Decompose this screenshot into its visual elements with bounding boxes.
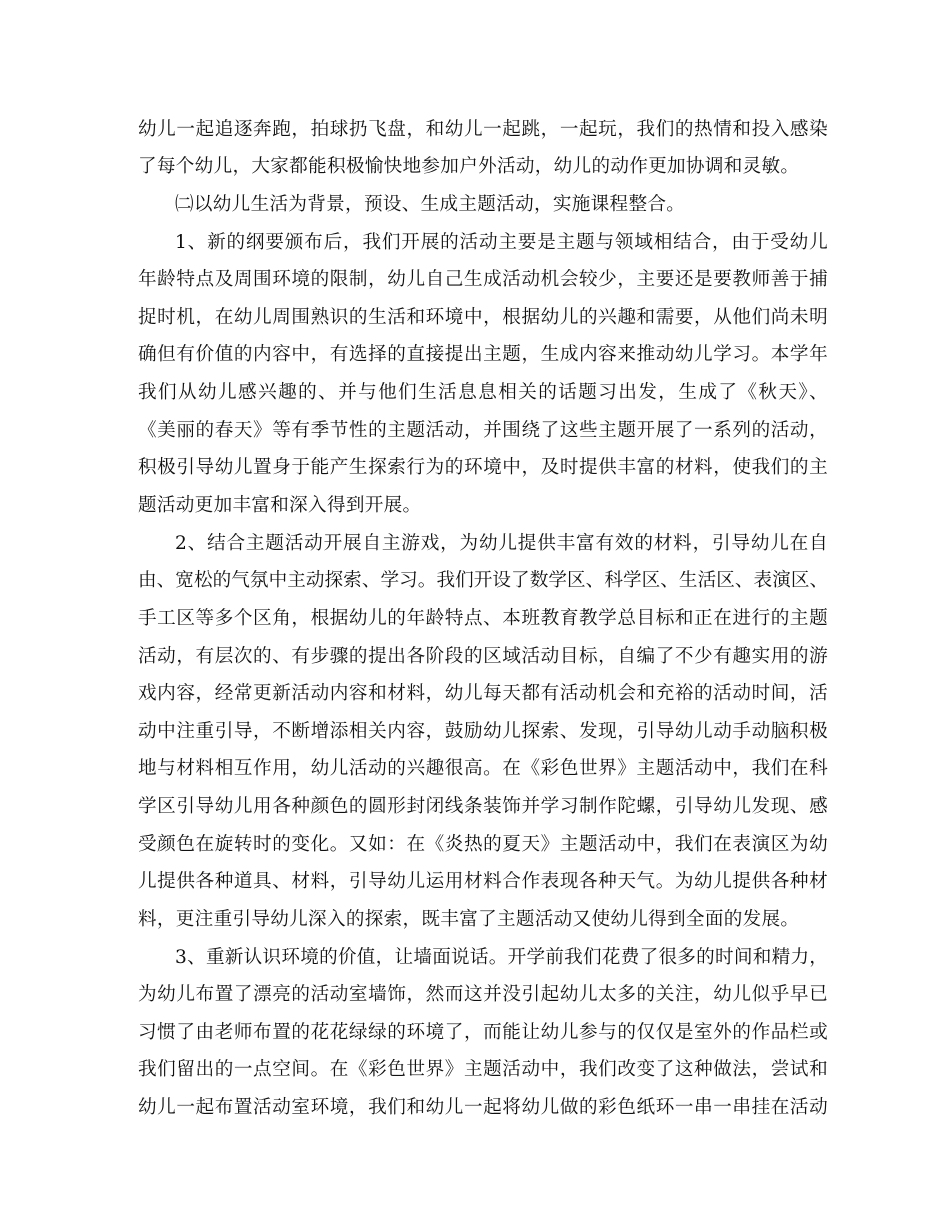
text-line: 动中注重引导，不断增添相关内容，鼓励幼儿探索、发现，引导幼儿动手动脑积极 — [138, 721, 828, 742]
text-line: 《美丽的春天》等有季节性的主题活动，并围绕了这些主题开展了一系列的活动， — [138, 420, 828, 441]
text-line: 受颜色在旋转时的变化。又如：在《炎热的夏天》主题活动中，我们在表演区为幼 — [138, 834, 828, 855]
text-line: 幼儿一起追逐奔跑，拍球扔飞盘，和幼儿一起跳，一起玩，我们的热情和投入感染 — [138, 119, 828, 140]
text-line: 3、重新认识环境的价值，让墙面说话。开学前我们花费了很多的时间和精力， — [175, 947, 828, 968]
text-line: 了每个幼儿，大家都能积极愉快地参加户外活动，幼儿的动作更加协调和灵敏。 — [138, 156, 800, 177]
text-line: 幼儿一起布置活动室环境，我们和幼儿一起将幼儿做的彩色纸环一串一串挂在活动 — [138, 1097, 828, 1118]
text-line: 戏内容，经常更新活动内容和材料，幼儿每天都有活动机会和充裕的活动时间，活 — [138, 683, 828, 704]
text-line: 儿提供各种道具、材料，引导幼儿运用材料合作表现各种天气。为幼儿提供各种材 — [138, 871, 828, 892]
text-line: 为幼儿布置了漂亮的活动室墙饰，然而这并没引起幼儿太多的关注，幼儿似乎早已 — [138, 984, 828, 1005]
text-line: 由、宽松的气氛中主动探索、学习。我们开设了数学区、科学区、生活区、表演区、 — [138, 570, 828, 591]
text-line: 我们从幼儿感兴趣的、并与他们生活息息相关的话题习出发，生成了《秋天》、 — [138, 382, 828, 403]
text-line: 习惯了由老师布置的花花绿绿的环境了，而能让幼儿参与的仅仅是室外的作品栏或 — [138, 1022, 828, 1043]
text-line: 题活动更加丰富和深入得到开展。 — [138, 495, 422, 516]
text-line: 手工区等多个区角，根据幼儿的年龄特点、本班教育教学总目标和正在进行的主题 — [138, 608, 828, 629]
text-line: 活动，有层次的、有步骤的提出各阶段的区域活动目标，自编了不少有趣实用的游 — [138, 646, 828, 667]
text-line: 2、结合主题活动开展自主游戏，为幼儿提供丰富有效的材料，引导幼儿在自 — [175, 533, 828, 554]
text-line: 我们留出的一点空间。在《彩色世界》主题活动中，我们改变了这种做法，尝试和 — [138, 1059, 828, 1080]
text-line: 地与材料相互作用，幼儿活动的兴趣很高。在《彩色世界》主题活动中，我们在科 — [138, 758, 828, 779]
text-line: 1、新的纲要颁布后，我们开展的活动主要是主题与领域相结合，由于受幼儿 — [175, 232, 828, 253]
section-heading: ㈡以幼儿生活为背景，预设、生成主题活动，实施课程整合。 — [175, 194, 686, 215]
text-line: 学区引导幼儿用各种颜色的圆形封闭线条装饰并学习制作陀螺，引导幼儿发现、感 — [138, 796, 828, 817]
text-line: 料，更注重引导幼儿深入的探索，既丰富了主题活动又使幼儿得到全面的发展。 — [138, 909, 800, 930]
text-line: 积极引导幼儿置身于能产生探索行为的环境中，及时提供丰富的材料，使我们的主 — [138, 457, 828, 478]
text-line: 年龄特点及周围环境的限制，幼儿自己生成活动机会较少，主要还是要教师善于捕 — [138, 269, 828, 290]
text-line: 确但有价值的内容中，有选择的直接提出主题，生成内容来推动幼儿学习。本学年 — [138, 344, 828, 365]
text-line: 捉时机，在幼儿周围熟识的生活和环境中，根据幼儿的兴趣和需要，从他们尚未明 — [138, 307, 828, 328]
